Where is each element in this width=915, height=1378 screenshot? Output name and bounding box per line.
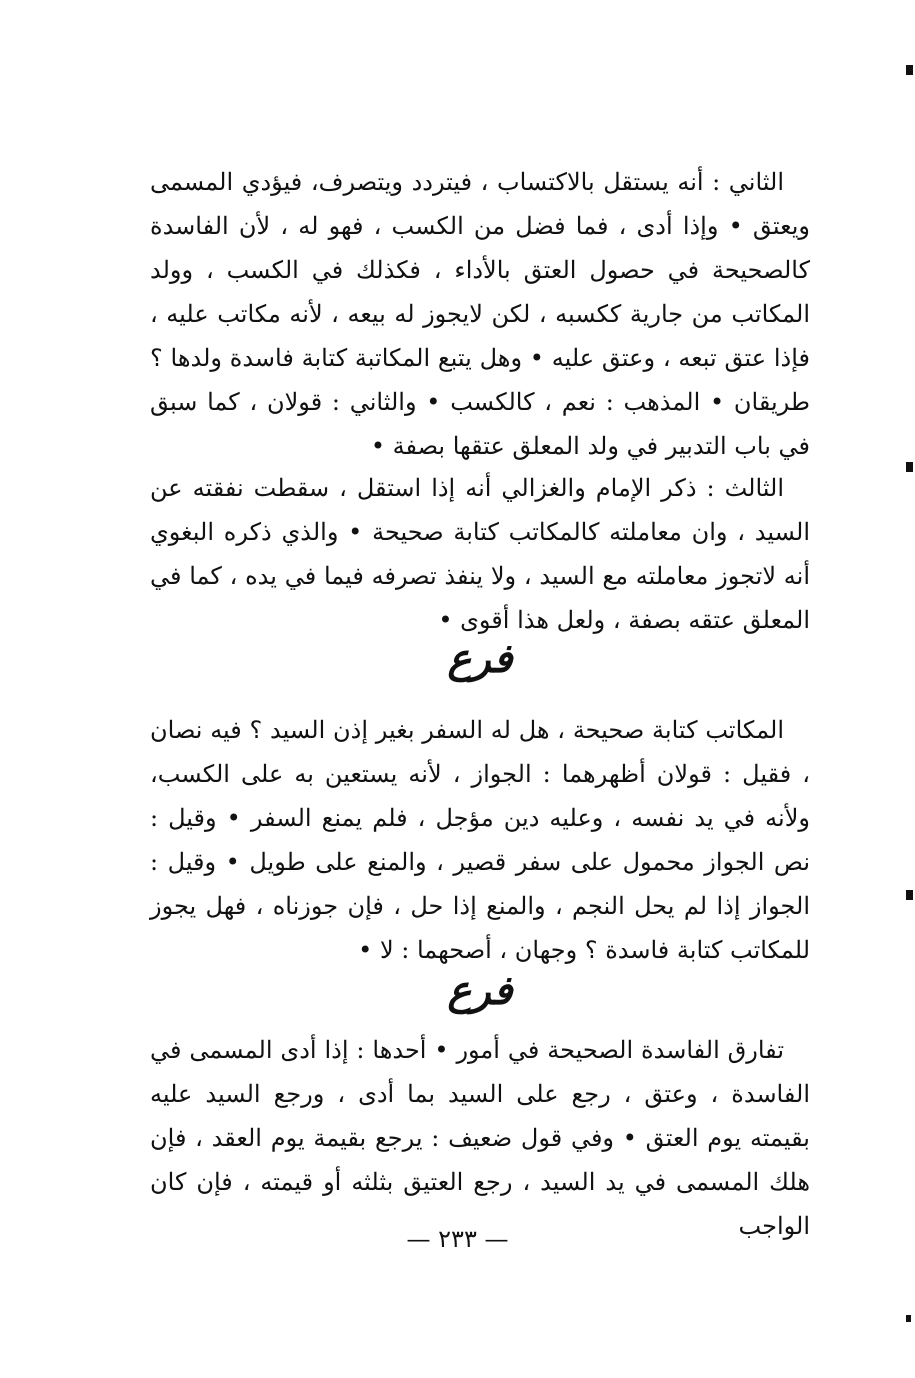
paragraph-third: الثالث : ذكر الإمام والغزالي أنه إذا استقل ، سقطت نفقته عن السيد ، وان معاملته كالمكاتب كتابة صحيحة • والذي ذكره البغوي أنه لاتجوز معاملته مع السيد ، ولا ينفذ تصرفه فيما في يده ، كما في المعلق عتقه بصفة ، ولعل هذا أقوى • xyxy=(150,474,810,634)
paragraph-differences: تفارق الفاسدة الصحيحة في أمور • أحدها : إذا أدى المسمى في الفاسدة ، وعتق ، رجع على السيد بما أدى ، ورجع السيد عليه بقيمته يوم العتق • وفي قول ضعيف : يرجع بقيمة يوم العقد ، فإن هلك المسمى في يد السيد ، رجع العتيق بثلثه أو قيمته ، فإن كان الواجب xyxy=(150,1036,810,1240)
paragraph-block-2 xyxy=(150,466,810,642)
paragraph-block-4 xyxy=(150,1028,810,1248)
edge-mark xyxy=(906,1315,911,1322)
section-heading-1: فرع xyxy=(447,635,513,682)
paragraph-block-3 xyxy=(150,708,810,972)
edge-mark xyxy=(906,65,913,75)
paragraph-travel: المكاتب كتابة صحيحة ، هل له السفر بغير إذن السيد ؟ فيه نصان ، فقيل : قولان أظهرهما : الجواز ، لأنه يستعين به على الكسب، ولأنه في يد نفسه ، وعليه دين مؤجل ، فلم يمنع السفر • وقيل : نص الجواز محمول على سفر قصير ، والمنع على طويل • وقيل : الجواز إذا لم يحل النجم ، والمنع إذا حل ، فإن جوزناه ، فهل يجوز للمكاتب كتابة فاسدة ؟ وجهان ، أصحهما : لا • xyxy=(150,716,810,964)
page-number: — ٢٣٣ — xyxy=(406,1225,509,1253)
paragraph-block-1 xyxy=(150,160,810,468)
paragraph-second: الثاني : أنه يستقل بالاكتساب ، فيتردد ويتصرف، فيؤدي المسمى ويعتق • وإذا أدى ، فما فضل من الكسب ، فهو له ، لأن الفاسدة كالصحيحة في حصول العتق بالأداء ، فكذلك في الكسب ، وولد المكاتب من جارية ككسبه ، لكن لايجوز له بيعه ، لأنه مكاتب عليه ، فإذا عتق تبعه ، وعتق عليه • وهل يتبع المكاتبة كتابة فاسدة ولدها ؟ طريقان • المذهب : نعم ، كالكسب • والثاني : قولان ، كما سبق في باب التدبير في ولد المعلق عتقها بصفة • xyxy=(150,168,810,460)
section-heading-2: فرع xyxy=(447,967,513,1014)
edge-mark xyxy=(906,462,913,472)
edge-mark xyxy=(906,890,913,900)
